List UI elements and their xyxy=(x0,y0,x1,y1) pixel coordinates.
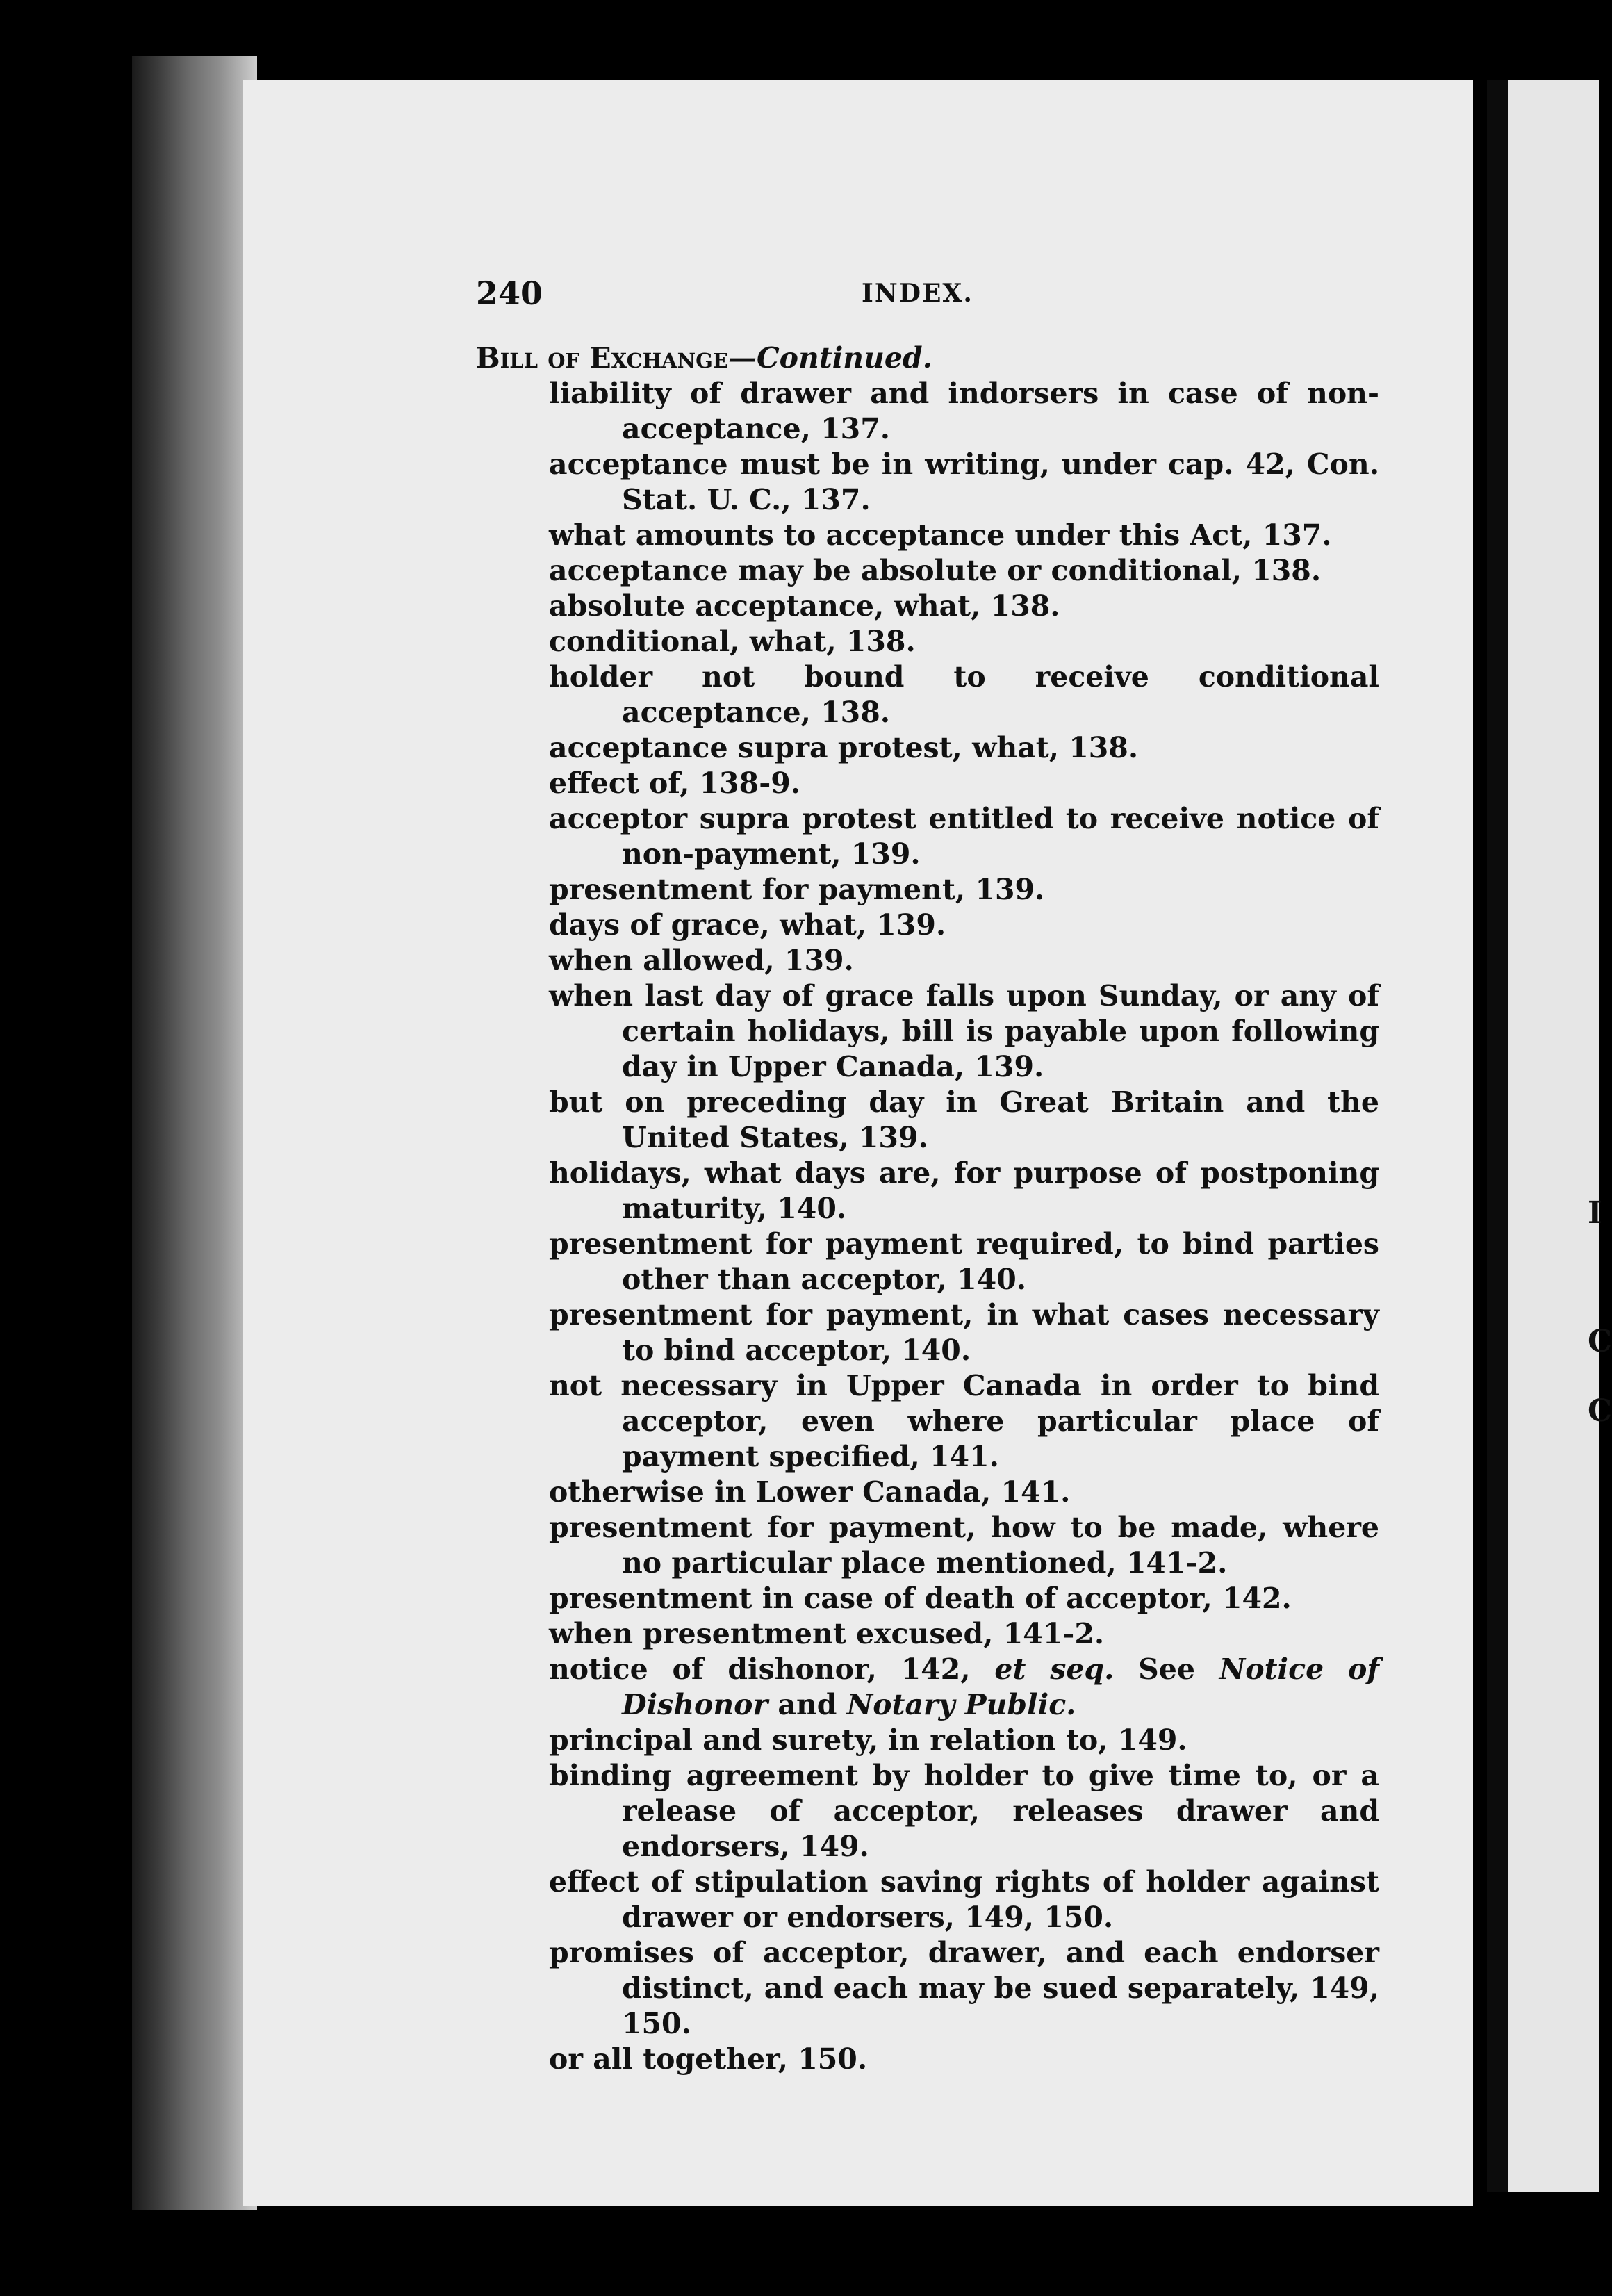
index-entry: when last day of grace falls upon Sunday, or any of certain holidays, bill is payable upon following day in Upper Canada, 139. xyxy=(549,979,1379,1083)
see-reference-notice-of-dishonor: Notice of Dishonor xyxy=(622,1653,1379,1721)
index-entry: effect of stipulation saving rights of holder against drawer or endorsers, 149, 150. xyxy=(549,1865,1379,1934)
index-entry: not necessary in Upper Canada in order to bind acceptor, even where particular place of payment specified, 141. xyxy=(549,1369,1379,1473)
page-number: 240 xyxy=(476,274,543,312)
entry-text: notice of dishonor, 142, xyxy=(549,1653,995,1686)
see-label: See xyxy=(1114,1653,1219,1686)
facing-page-fragment: C xyxy=(1588,1324,1612,1359)
et-seq: et seq. xyxy=(994,1653,1115,1686)
index-entry: acceptor supra protest entitled to receive notice of non-payment, 139. xyxy=(549,802,1379,871)
index-heading xyxy=(476,341,1379,376)
facing-page-fragment: I xyxy=(1588,1195,1602,1231)
index-entry: acceptance supra protest, what, 138. xyxy=(549,731,1139,764)
index-entry: when presentment excused, 141-2. xyxy=(549,1617,1105,1650)
index-entry: or all together, 150. xyxy=(549,2042,868,2076)
index-entry: principal and surety, in relation to, 149. xyxy=(549,1723,1187,1757)
index-entry-cross-reference xyxy=(476,1652,1379,1723)
and-label: and xyxy=(768,1688,847,1721)
index-entry: liability of drawer and indorsers in case of non-acceptance, 137. xyxy=(549,377,1379,445)
index-entry: effect of, 138-9. xyxy=(549,766,801,800)
index-entry: but on preceding day in Great Britain and the United States, 139. xyxy=(549,1085,1379,1154)
index-entry: holidays, what days are, for purpose of postponing maturity, 140. xyxy=(549,1156,1379,1225)
index-entry: conditional, what, 138. xyxy=(549,625,916,658)
index-entry: otherwise in Lower Canada, 141. xyxy=(549,1475,1071,1509)
heading-continued: —Continued. xyxy=(728,341,932,375)
heading-term: Bill of Exchange xyxy=(476,341,728,375)
index-entry: absolute acceptance, what, 138. xyxy=(549,589,1060,623)
index-entry: days of grace, what, 139. xyxy=(549,908,946,942)
facing-page-fragment: C xyxy=(1588,1393,1612,1429)
facing-page-edge xyxy=(1487,80,1599,2192)
page-edge-stack xyxy=(132,56,257,2210)
index-entry: acceptance may be absolute or conditional, 138. xyxy=(549,554,1322,587)
index-entry: acceptance must be in writing, under cap. 42, Con. Stat. U. C., 137. xyxy=(549,448,1379,516)
index-entry: presentment for payment, 139. xyxy=(549,873,1045,906)
running-head xyxy=(476,274,1379,316)
index-entry: when allowed, 139. xyxy=(549,944,854,977)
index-entry: presentment in case of death of acceptor, 142. xyxy=(549,1582,1292,1615)
index-content xyxy=(476,341,1379,2077)
index-entry: promises of acceptor, drawer, and each endorser distinct, and each may be sued separately, 149, 150. xyxy=(549,1936,1379,2040)
index-entry: presentment for payment required, to bind parties other than acceptor, 140. xyxy=(549,1227,1379,1296)
index-entry: what amounts to acceptance under this Act, 137. xyxy=(549,518,1332,552)
index-entry: presentment for payment, in what cases necessary to bind acceptor, 140. xyxy=(549,1298,1379,1367)
index-entry: binding agreement by holder to give time to, or a release of acceptor, releases drawer and endorsers, 149. xyxy=(549,1759,1379,1863)
index-entry: presentment for payment, how to be made, where no particular place mentioned, 141-2. xyxy=(549,1511,1379,1580)
index-entry: holder not bound to receive conditional acceptance, 138. xyxy=(549,660,1379,729)
page-header: INDEX. xyxy=(862,279,973,308)
page-gutter xyxy=(1487,80,1508,2192)
see-reference-notary-public: Notary Public. xyxy=(846,1688,1076,1721)
